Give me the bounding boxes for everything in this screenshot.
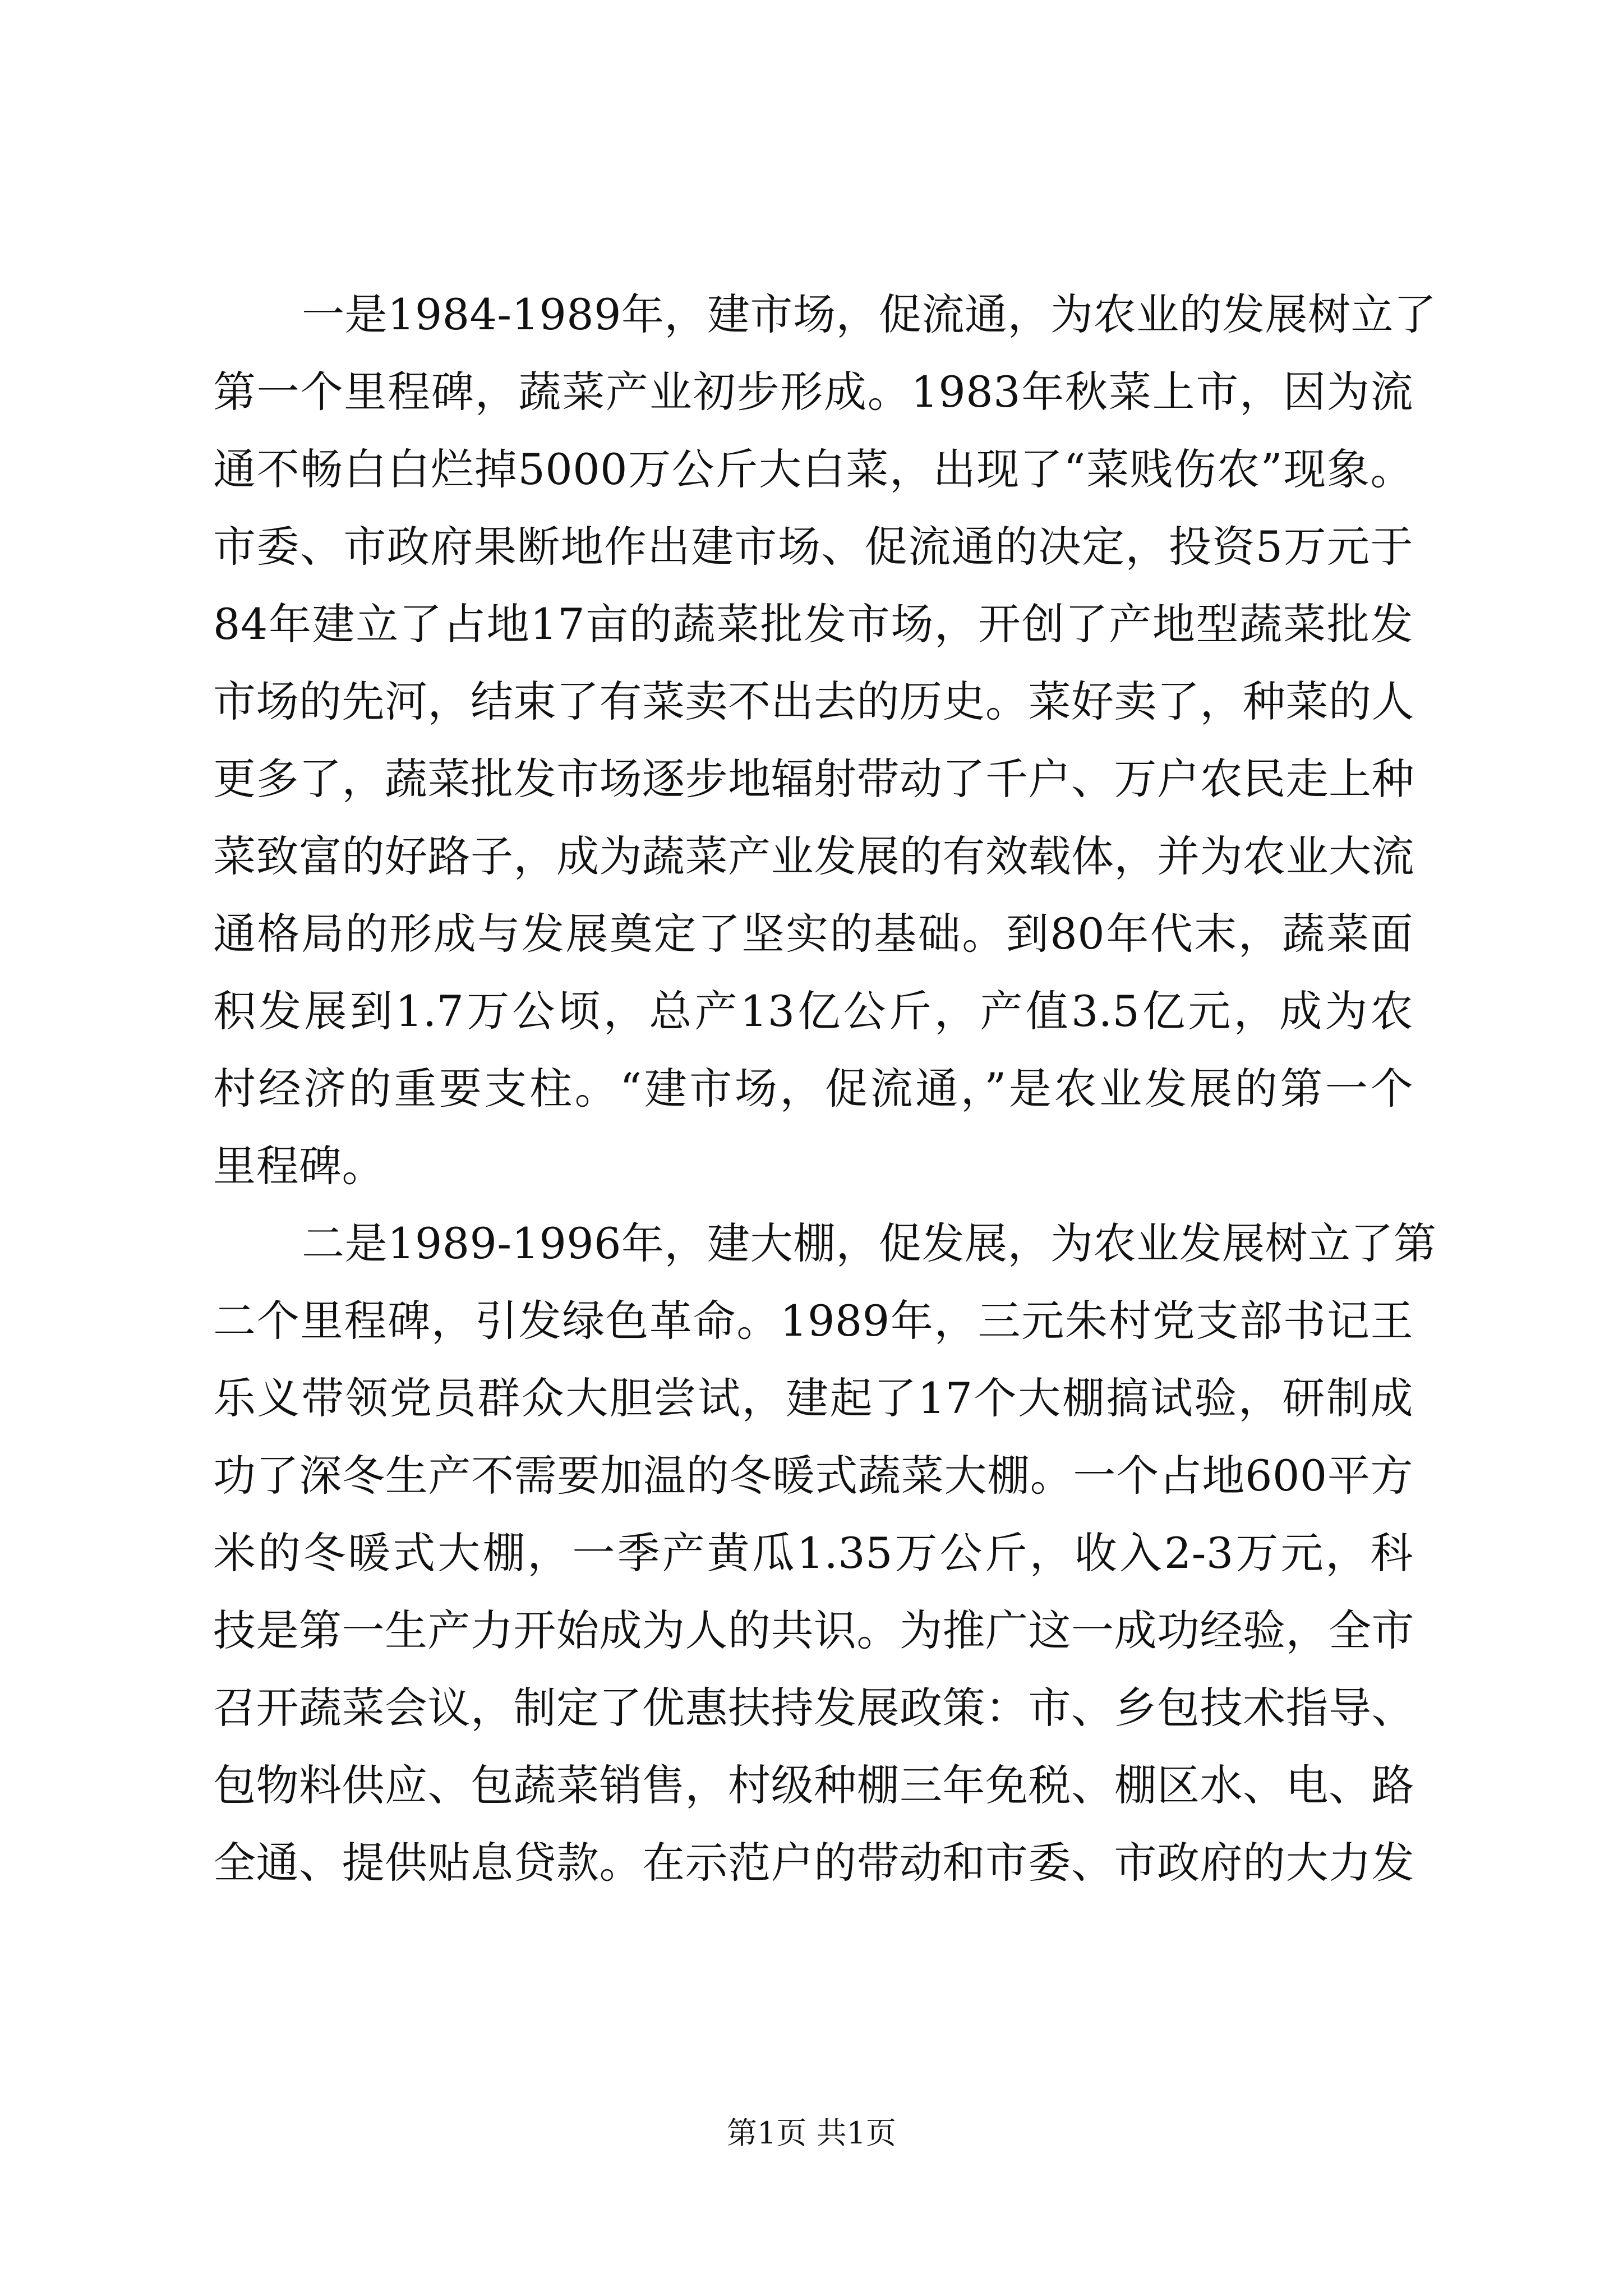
- text-line: 乐义带领党员群众大胆尝试，建起了17个大棚搞试验，研制成: [213, 1373, 1413, 1423]
- text-line: 通不畅白白烂掉5000万公斤大白菜，出现了“菜贱伤农”现象。: [213, 444, 1413, 494]
- text-line: 村经济的重要支柱。“建市场，促流通，”是农业发展的第一个: [213, 1064, 1413, 1114]
- text-line: 二是1989-1996年，建大棚，促发展，为农业发展树立了第: [302, 1218, 1437, 1268]
- document-body: [213, 276, 1437, 1902]
- text-line: 一是1984-1989年，建市场，促流通，为农业的发展树立了: [302, 289, 1437, 339]
- text-line: 市场的先河，结束了有菜卖不出去的历史。菜好卖了，种菜的人: [213, 677, 1414, 726]
- text-line: 积发展到1.7万公顷，总产13亿公斤，产值3.5亿元，成为农: [213, 986, 1413, 1036]
- text-line: 更多了，蔬菜批发市场逐步地辐射带动了千户、万户农民走上种: [213, 754, 1414, 804]
- page-footer: 第1页 共1页: [727, 2115, 896, 2151]
- text-line: 全通、提供贴息贷款。在示范户的带动和市委、市政府的大力发: [213, 1838, 1414, 1888]
- text-line: 里程碑。: [213, 1141, 385, 1191]
- text-line: 技是第一生产力开始成为人的共识。为推广这一成功经验，全市: [213, 1605, 1414, 1655]
- text-line: 二个里程碑，引发绿色革命。1989年，三元朱村党支部书记王: [213, 1296, 1413, 1346]
- text-line: 菜致富的好路子，成为蔬菜产业发展的有效载体，并为农业大流: [213, 831, 1414, 881]
- text-line: 包物料供应、包蔬菜销售，村级种棚三年免税、棚区水、电、路: [213, 1760, 1414, 1810]
- paragraph-1: [213, 276, 1437, 1205]
- text-line: 通格局的形成与发展奠定了坚实的基础。到80年代末，蔬菜面: [213, 909, 1413, 959]
- text-line: 功了深冬生产不需要加温的冬暖式蔬菜大棚。一个占地600平方: [213, 1451, 1413, 1501]
- paragraph-2: [213, 1205, 1437, 1902]
- text-line: 84年建立了占地17亩的蔬菜批发市场，开创了产地型蔬菜批发: [213, 599, 1413, 649]
- text-line: 召开蔬菜会议，制定了优惠扶持发展政策：市、乡包技术指导、: [213, 1683, 1414, 1733]
- text-line: 米的冬暖式大棚，一季产黄瓜1.35万公斤，收入2-3万元，科: [213, 1528, 1413, 1578]
- text-line: 市委、市政府果断地作出建市场、促流通的决定，投资5万元于: [213, 522, 1413, 572]
- text-line: 第一个里程碑，蔬菜产业初步形成。1983年秋菜上市，因为流: [213, 367, 1413, 417]
